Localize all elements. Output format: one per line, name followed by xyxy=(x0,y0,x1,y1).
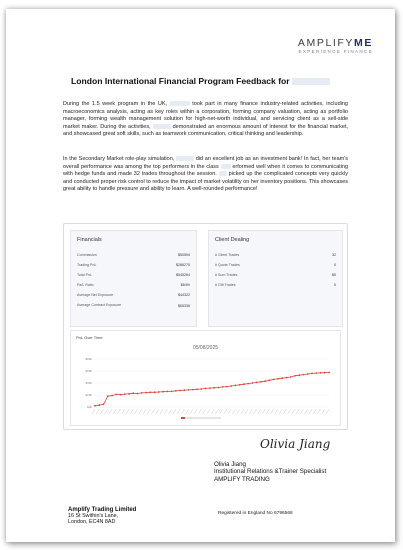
x-tick-mark xyxy=(241,409,244,414)
x-tick-mark xyxy=(160,409,163,414)
financials-row: Commission $50594 xyxy=(77,253,190,257)
client-dealing-row: # Quote Trades 0 xyxy=(215,263,336,267)
y-tick-label: $60k xyxy=(85,369,92,374)
x-tick-mark xyxy=(169,409,172,414)
client-dealing-row: # Gift Trades 0 xyxy=(215,283,336,287)
x-tick-mark xyxy=(296,409,299,414)
x-tick-mark xyxy=(164,409,167,414)
redacted-name xyxy=(219,171,227,176)
data-point xyxy=(200,388,202,390)
data-point xyxy=(137,393,139,395)
data-point xyxy=(222,386,224,388)
x-tick-mark xyxy=(177,409,180,414)
financials-row: Total PnL $545264 xyxy=(77,273,190,277)
x-tick-mark xyxy=(139,409,142,414)
x-tick-mark xyxy=(190,409,193,414)
data-point xyxy=(311,373,313,375)
data-point xyxy=(235,385,237,387)
x-tick-mark xyxy=(173,409,176,414)
data-point xyxy=(192,389,194,391)
data-point xyxy=(179,390,181,392)
x-tick-mark xyxy=(135,409,138,414)
chart-title: PnL Over Time xyxy=(76,335,103,340)
x-tick-mark xyxy=(181,409,184,414)
x-tick-mark xyxy=(101,409,104,414)
y-tick-label: $40k xyxy=(85,381,92,386)
financials-row: Trading PnL $286270 xyxy=(77,263,190,267)
footer-address xyxy=(68,507,136,526)
x-tick-mark xyxy=(266,409,269,414)
x-tick-mark xyxy=(237,409,240,414)
client-dealing-row: # Sum Trades $0 xyxy=(215,273,336,277)
paragraph-activities: During the 1.5 week program in the UK, took part in many finance industry-related activities, including macroeconomics analysis, acting as key roles within a corporation, forming company valuation, acting as portfolio manager, forming wealth management solution for high-net-worth individual, and servicing client as a sell-side market maker. During the activities, demonstrated an enormous amount of interest for the financial market, and showcased great soft skills, such as teamwork communication, critical thinking and leadership. xyxy=(63,101,348,138)
pnl-line-chart xyxy=(71,331,340,425)
financials-row: Average Contract Exposure xyxy=(77,303,122,307)
data-point xyxy=(226,386,228,388)
signer-name: Olivia Jiang xyxy=(214,461,246,468)
footer-address-line: 16 St Swithin's Lane, xyxy=(68,513,119,520)
data-point xyxy=(256,382,258,384)
financials-title: Financials xyxy=(77,237,102,243)
data-point xyxy=(239,384,241,386)
financials-card xyxy=(70,230,197,327)
x-tick-mark xyxy=(232,409,235,414)
x-tick-mark xyxy=(258,409,261,414)
brand-logo xyxy=(298,37,373,54)
signer-block xyxy=(214,461,326,483)
data-point xyxy=(132,392,134,394)
pnl-chart-card xyxy=(70,330,341,426)
x-tick-mark xyxy=(283,409,286,414)
x-tick-mark xyxy=(322,409,325,414)
data-point xyxy=(315,372,317,374)
footer-registration: Registered in England No 6796566 xyxy=(218,511,293,516)
data-point xyxy=(247,383,249,385)
chart-date: 05/08/2025 xyxy=(192,345,219,351)
x-tick-mark xyxy=(186,409,189,414)
redacted-name xyxy=(170,101,190,106)
data-point xyxy=(98,404,100,406)
data-point xyxy=(209,387,211,389)
data-point xyxy=(294,375,296,377)
certificate-page xyxy=(6,9,395,542)
x-tick-mark xyxy=(122,409,125,414)
legend-label xyxy=(187,417,221,418)
legend-swatch xyxy=(181,417,185,419)
data-point xyxy=(264,380,266,382)
x-tick-mark xyxy=(203,409,206,414)
x-tick-mark xyxy=(130,409,133,414)
x-tick-mark xyxy=(194,409,197,414)
y-tick-label: $20k xyxy=(85,393,92,398)
data-point xyxy=(103,403,105,405)
paragraph-simulation: In the Secondary Market role-play simulation, did an excellent job as an investment bank! In fact, her team's overall performance was among the top performers in the class erformed well when it comes to communicating with hedge funds and made 32 trades throughout the session. picked up the complicated concepts very quickly and conducted proper risk control to reduce the impact of market volatility on her inventory positions. This showcases great ability to handle pressure and ability to learn. A well-rounded performance! xyxy=(63,156,349,193)
brand-name: AMPLIFYME xyxy=(297,37,373,49)
data-point xyxy=(328,372,330,374)
data-point xyxy=(128,393,130,395)
data-point xyxy=(188,389,190,391)
y-tick-label: $80k xyxy=(85,357,92,362)
x-tick-mark xyxy=(156,409,159,414)
data-point xyxy=(260,381,262,383)
data-point xyxy=(124,393,126,395)
x-tick-mark xyxy=(309,409,312,414)
data-point xyxy=(154,391,156,393)
data-point xyxy=(115,394,117,396)
data-point xyxy=(205,388,207,390)
data-point xyxy=(243,383,245,385)
data-point xyxy=(149,391,151,393)
data-point xyxy=(217,387,219,389)
data-point xyxy=(196,388,198,390)
data-point xyxy=(324,372,326,374)
signature: Olivia Jiang xyxy=(260,437,331,451)
x-tick-mark xyxy=(92,409,95,414)
x-tick-mark xyxy=(254,409,257,414)
x-tick-mark xyxy=(262,409,265,414)
financials-row: Average Net Exposure $44322 xyxy=(77,293,190,297)
x-tick-mark xyxy=(96,409,99,414)
data-point xyxy=(162,391,164,393)
data-point xyxy=(269,379,271,381)
data-point xyxy=(145,392,147,394)
data-point xyxy=(94,405,96,407)
data-point xyxy=(252,382,254,384)
x-tick-mark xyxy=(326,409,329,414)
brand-tagline: EXPERIENCE FINANCE xyxy=(298,49,373,54)
x-tick-mark xyxy=(305,409,308,414)
x-tick-mark xyxy=(198,409,201,414)
data-point xyxy=(158,391,160,393)
redacted-name xyxy=(176,156,194,161)
financials-row-value: $65336 xyxy=(178,304,190,308)
redacted-name xyxy=(292,78,330,85)
data-point xyxy=(141,392,143,394)
data-point xyxy=(183,389,185,391)
footer-company: Amplify Trading Limited xyxy=(68,507,137,513)
client-dealing-title: Client Dealing xyxy=(215,237,250,243)
x-tick-mark xyxy=(211,409,214,414)
data-point xyxy=(111,395,113,397)
data-point xyxy=(303,374,305,376)
x-tick-mark xyxy=(105,409,108,414)
x-tick-mark xyxy=(215,409,218,414)
data-point xyxy=(281,377,283,379)
x-tick-mark xyxy=(118,409,121,414)
data-point xyxy=(290,376,292,378)
x-tick-mark xyxy=(279,409,282,414)
data-point xyxy=(298,374,300,376)
x-tick-mark xyxy=(245,409,248,414)
data-point xyxy=(166,391,168,393)
data-point xyxy=(175,390,177,392)
financials-row: Pa/L Ratio $64% xyxy=(77,283,190,287)
data-point xyxy=(320,372,322,374)
data-point xyxy=(107,395,109,397)
page-title: London International Financial Program Feedback for xyxy=(6,76,395,86)
data-point xyxy=(230,385,232,387)
y-tick-label: $0k xyxy=(87,405,92,410)
data-point xyxy=(171,391,173,393)
footer-address-line: London, EC4N 8AD xyxy=(68,519,116,526)
x-tick-mark xyxy=(292,409,295,414)
x-tick-mark xyxy=(207,409,210,414)
x-tick-mark xyxy=(275,409,278,414)
data-point xyxy=(286,377,288,379)
signer-company: AMPLIFY TRADING xyxy=(214,475,270,483)
x-tick-mark xyxy=(147,409,150,414)
data-point xyxy=(277,378,279,380)
data-point xyxy=(273,379,275,381)
x-tick-mark xyxy=(113,409,116,414)
x-tick-mark xyxy=(152,409,155,414)
x-tick-mark xyxy=(109,409,112,414)
client-dealing-card xyxy=(208,230,343,327)
signer-title: Institutional Relations &Trainer Specialist xyxy=(214,468,327,476)
redacted-name xyxy=(153,124,171,129)
data-point xyxy=(307,373,309,375)
x-tick-mark xyxy=(288,409,291,414)
x-tick-mark xyxy=(249,409,252,414)
redacted-name xyxy=(221,164,231,169)
x-tick-mark xyxy=(300,409,303,414)
data-point xyxy=(120,394,122,396)
data-point xyxy=(213,387,215,389)
client-dealing-row: # Client Trades 32 xyxy=(215,253,336,257)
x-tick-mark xyxy=(143,409,146,414)
x-tick-mark xyxy=(228,409,231,414)
series-line xyxy=(95,373,329,406)
x-tick-mark xyxy=(317,409,320,414)
x-tick-mark xyxy=(313,409,316,414)
x-tick-mark xyxy=(126,409,129,414)
performance-report xyxy=(63,223,348,430)
x-tick-mark xyxy=(271,409,274,414)
x-tick-mark xyxy=(224,409,227,414)
x-tick-mark xyxy=(220,409,223,414)
